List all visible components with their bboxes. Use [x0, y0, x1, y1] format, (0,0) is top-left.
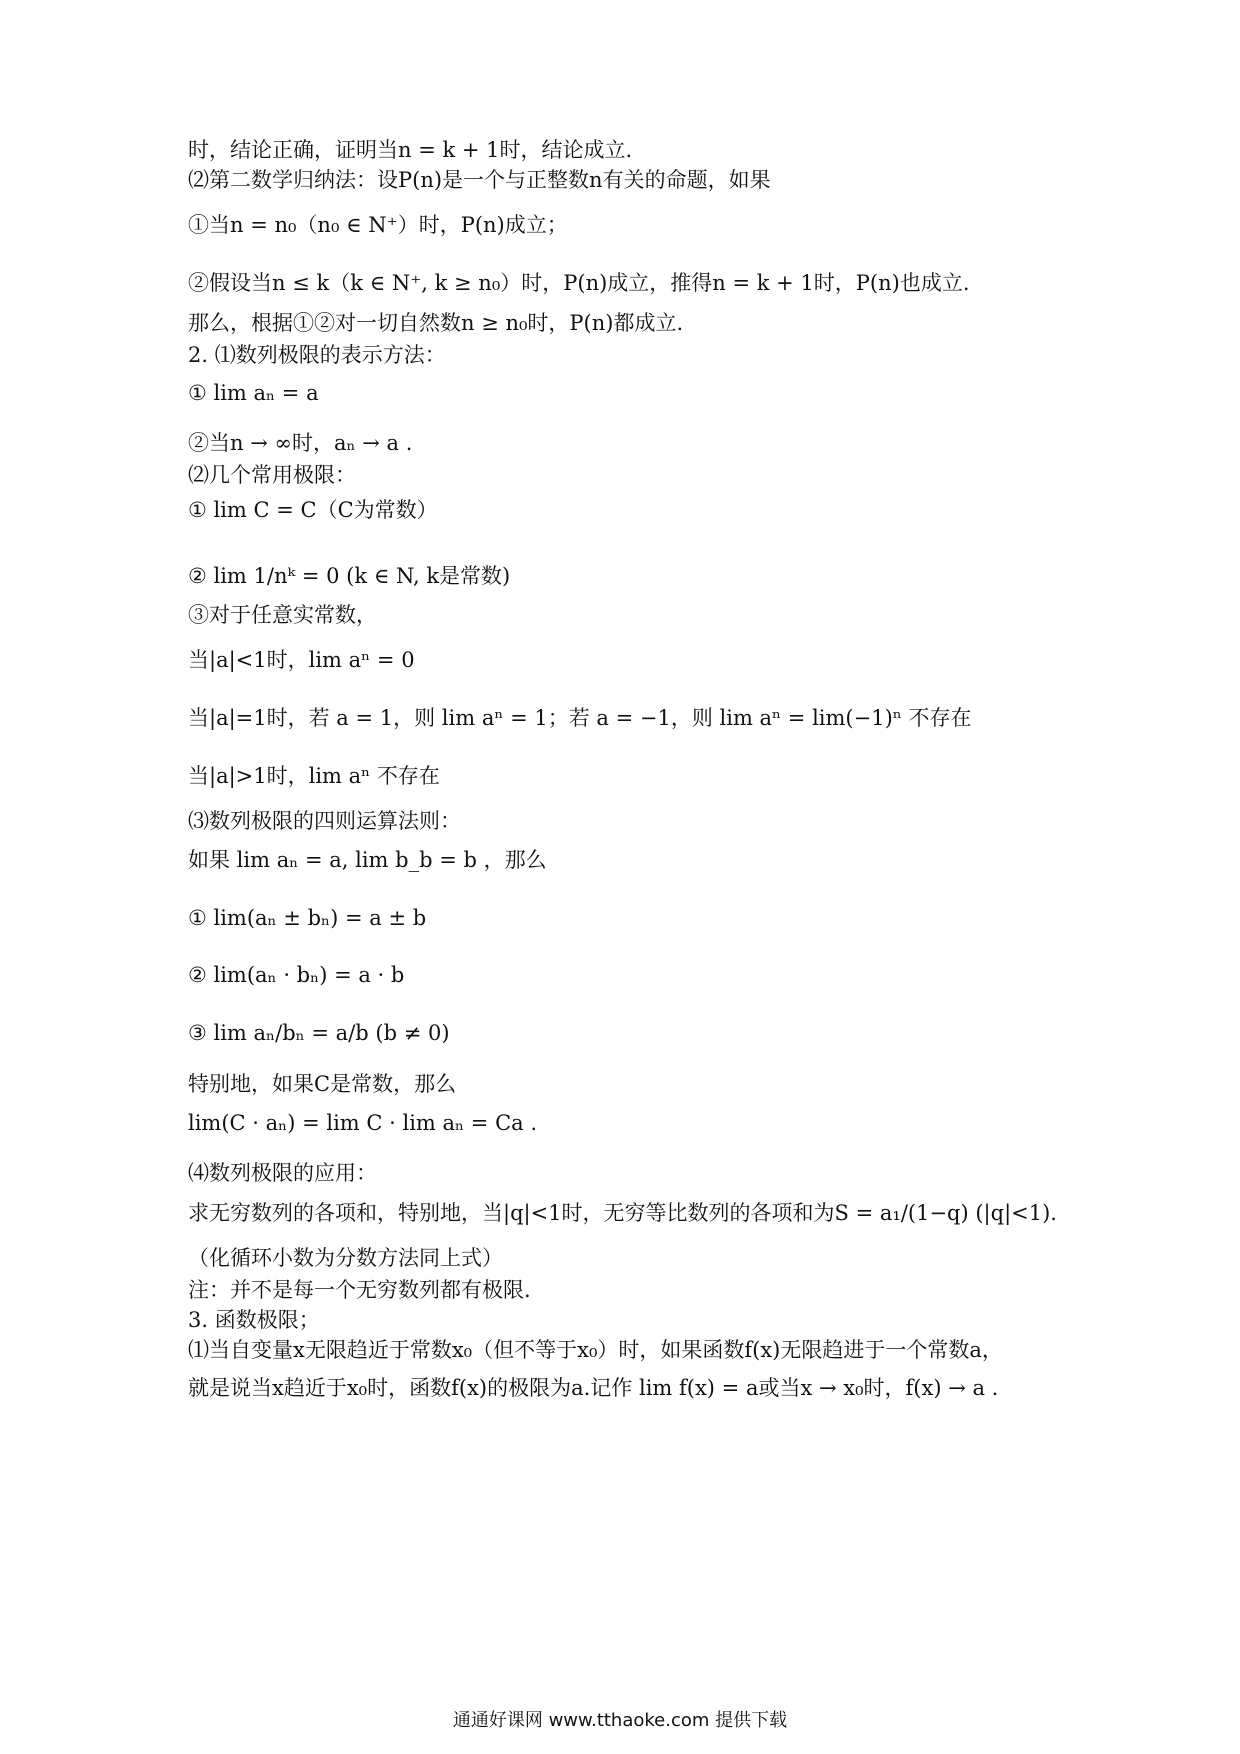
- formula-line-product-rule: ② lim(aₙ · bₙ) = a · b: [188, 963, 405, 987]
- text-line-21: 特别地，如果C是常数，那么: [188, 1072, 457, 1096]
- formula-line-lim-1-over-nk: ② lim 1/nᵏ = 0 (k ∈ N, k是常数): [188, 564, 511, 588]
- text-line-9: ⑵几个常用极限：: [188, 463, 356, 487]
- text-line-2: ⑵第二数学归纳法：设P(n)是一个与正整数n有关的命题，如果: [188, 168, 771, 192]
- formula-line-lim-c: ① lim C = C（C为常数）: [188, 498, 438, 522]
- text-line-23: ⑷数列极限的应用：: [188, 1161, 377, 1185]
- formula-line-function-limit: 就是说当x趋近于x₀时，函数f(x)的极限为a.记作 lim f(x) = a或当x → x₀时，f(x) → a .: [188, 1376, 999, 1400]
- text-line-5: 那么，根据①②对一切自然数n ≥ n₀时，P(n)都成立.: [188, 311, 684, 335]
- text-line-8: ②当n → ∞时，aₙ → a .: [188, 431, 413, 455]
- formula-line-sum-rule: ① lim(aₙ ± bₙ) = a ± b: [188, 906, 427, 930]
- text-line-28: ⑴当自变量x无限趋近于常数x₀（但不等于x₀）时，如果函数f(x)无限趋进于一个常数a，: [188, 1338, 1003, 1362]
- formula-line-abs-a-less-1: 当|a|<1时，lim aⁿ = 0: [188, 648, 415, 672]
- formula-line-abs-a-greater-1: 当|a|>1时，lim aⁿ 不存在: [188, 764, 440, 788]
- text-line-1: 时，结论正确，证明当n = k + 1时，结论成立.: [188, 138, 633, 162]
- text-line-12: ③对于任意实常数，: [188, 603, 377, 627]
- text-line-25: （化循环小数为分数方法同上式）: [188, 1246, 503, 1270]
- text-line-26: 注：并不是每一个无穷数列都有极限.: [188, 1278, 531, 1302]
- text-line-3: ①当n = n₀（n₀ ∈ N⁺）时，P(n)成立；: [188, 213, 568, 237]
- formula-line-if-limits: 如果 lim aₙ = a, lim b_b = b ，那么: [188, 848, 547, 872]
- text-line-4: ②假设当n ≤ k（k ∈ N⁺, k ≥ n₀）时，P(n)成立，推得n = k + 1时，P(n)也成立.: [188, 271, 970, 295]
- text-line-27: 3. 函数极限；: [188, 1308, 320, 1332]
- text-line-6: 2. ⑴数列极限的表示方法：: [188, 343, 446, 367]
- formula-line-quotient-rule: ③ lim aₙ/bₙ = a/b (b ≠ 0): [188, 1021, 450, 1045]
- formula-line-abs-a-equal-1: 当|a|=1时，若 a = 1，则 lim aⁿ = 1；若 a = −1，则 lim aⁿ = lim(−1)ⁿ 不存在: [188, 706, 972, 730]
- formula-line-lim-an: ① lim aₙ = a: [188, 381, 319, 405]
- formula-line-geometric-sum: 求无穷数列的各项和，特别地，当|q|<1时，无穷等比数列的各项和为S = a₁/(1−q) (|q|<1).: [188, 1201, 1057, 1225]
- page-footer: 通通好课网 www.tthaoke.com 提供下载: [452, 1710, 788, 1731]
- text-line-16: ⑶数列极限的四则运算法则：: [188, 809, 461, 833]
- formula-line-constant-rule: lim(C · aₙ) = lim C · lim aₙ = Ca .: [188, 1111, 538, 1135]
